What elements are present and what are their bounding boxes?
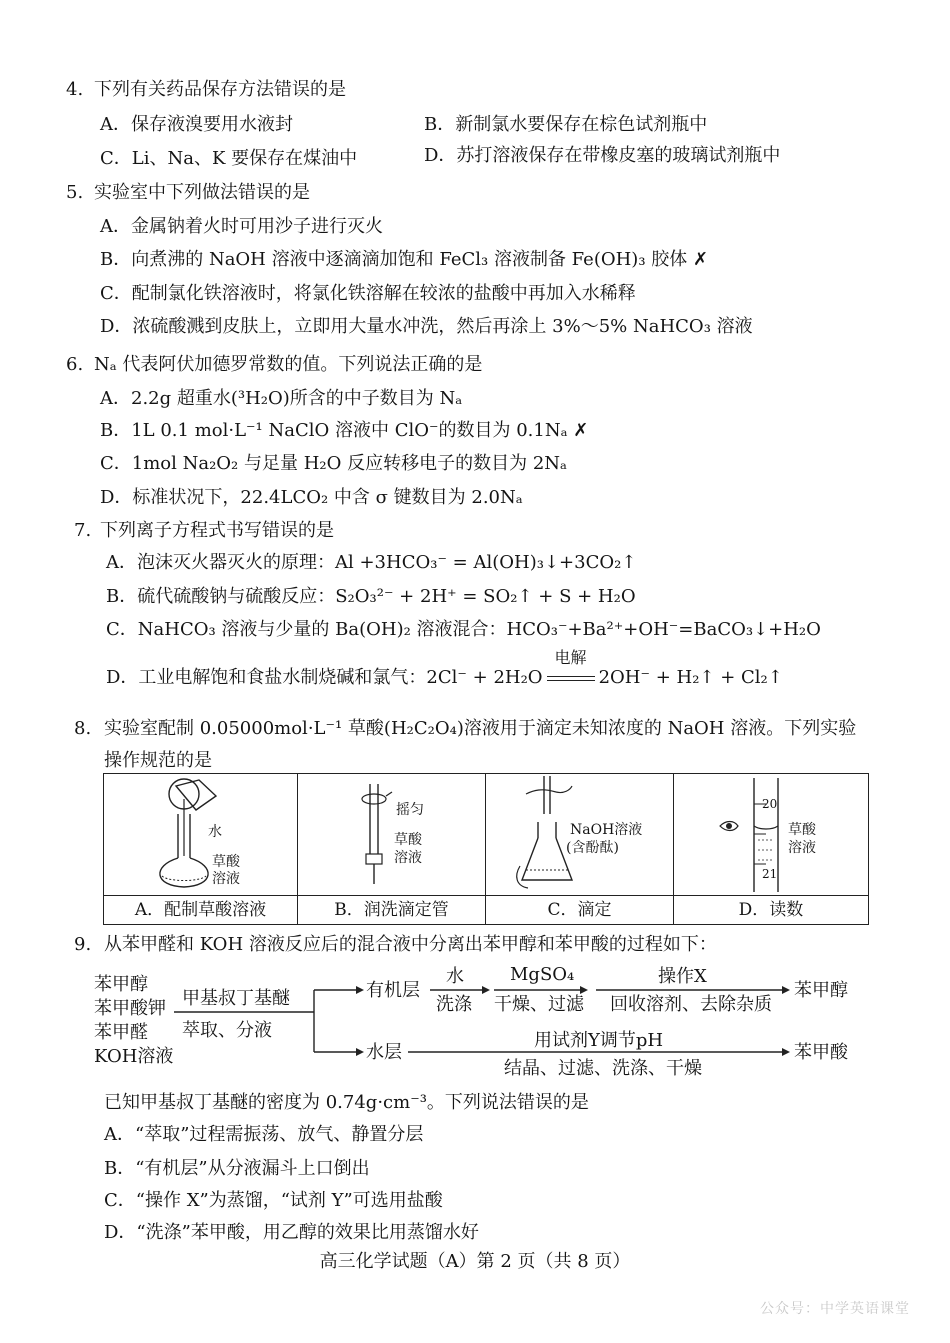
dry-reagent: MgSO₄ xyxy=(510,964,575,985)
q6-option-c: C．1mol Na₂O₂ 与足量 H₂O 反应转移电子的数目为 2Nₐ xyxy=(100,453,567,474)
electrolysis-arrow xyxy=(547,648,595,691)
q8-number: 8. xyxy=(74,718,92,739)
q9-option-d: D．“洗涤”苯甲酸，用乙醇的效果比用蒸馏水好 xyxy=(104,1222,479,1243)
q8-stem-line2: 操作规范的是 xyxy=(104,750,212,771)
q9-flow-diagram xyxy=(90,960,890,1090)
label-water: 水 xyxy=(208,824,222,840)
q9-option-c: C．“操作 X”为蒸馏，“试剂 Y”可选用盐酸 xyxy=(104,1190,443,1211)
label-21: 21 xyxy=(762,867,778,881)
label-naoh: NaOH溶液 xyxy=(570,822,643,838)
organic-layer: 有机层 xyxy=(366,980,420,1001)
label-oxalic-d: 草酸 xyxy=(788,822,816,838)
caption-d: D．读数 xyxy=(674,895,868,924)
label-phenolphthalein: (含酚酞) xyxy=(566,840,619,856)
electrolysis-label: 电解 xyxy=(554,648,587,667)
q8-figure-table xyxy=(103,773,869,925)
q7-stem: 下列离子方程式书写错误的是 xyxy=(100,520,334,541)
q5-option-b: B．向煮沸的 NaOH 溶液中逐滴滴加饱和 FeCl₃ 溶液制备 Fe(OH)₃ 胶体 ✗ xyxy=(100,249,709,270)
q9-known: 已知甲基叔丁基醚的密度为 0.74g·cm⁻³。下列说法错误的是 xyxy=(104,1092,589,1113)
q7-option-c: C．NaHCO₃ 溶液与少量的 Ba(OH)₂ 溶液混合：HCO₃⁻+Ba²⁺+OH⁻=BaCO₃↓+H₂O xyxy=(106,619,821,640)
mixture-item: KOH溶液 xyxy=(94,1046,174,1067)
extract-step: 萃取、分液 xyxy=(182,1020,272,1041)
label-solution-d: 溶液 xyxy=(788,840,816,856)
wash-reagent: 水 xyxy=(446,966,464,987)
q8-cell-c xyxy=(486,774,674,924)
q4-option-b: B．新制氯水要保存在棕色试剂瓶中 xyxy=(424,114,708,135)
label-oxalic: 草酸 xyxy=(212,854,240,870)
q4-option-a: A．保存液溴要用水液封 xyxy=(100,114,293,135)
volumetric-flask-figure xyxy=(104,774,298,896)
q4-option-c: C．Li、Na、K 要保存在煤油中 xyxy=(100,148,358,169)
q7-option-d-right: 2OH⁻ + H₂↑ + Cl₂↑ xyxy=(598,667,783,688)
q5-option-c: C．配制氯化铁溶液时，将氯化铁溶解在较浓的盐酸中再加入水稀释 xyxy=(100,283,636,304)
q4-stem: 下列有关药品保存方法错误的是 xyxy=(94,79,346,100)
reagent-y-step: 用试剂Y调节pH xyxy=(534,1030,664,1051)
caption-a: A．配制草酸溶液 xyxy=(104,895,297,924)
q6-option-a: A．2.2g 超重水(³H₂O)所含的中子数目为 Nₐ xyxy=(100,388,463,409)
operation-x: 操作X xyxy=(658,966,707,987)
extract-reagent: 甲基叔丁基醚 xyxy=(182,988,290,1009)
aqueous-layer: 水层 xyxy=(366,1042,402,1063)
mixture-item: 苯甲酸钾 xyxy=(94,998,166,1019)
burette-rinse-figure xyxy=(298,774,486,896)
q5-stem: 实验室中下列做法错误的是 xyxy=(94,182,310,203)
q7-option-d xyxy=(106,648,783,691)
wash-step: 洗涤 xyxy=(436,994,472,1015)
product-benzyl-alcohol: 苯甲醇 xyxy=(794,980,848,1001)
q7-option-a: A．泡沫灭火器灭火的原理：Al +3HCO₃⁻ = Al(OH)₃↓+3CO₂↑ xyxy=(106,552,637,573)
product-benzoic-acid: 苯甲酸 xyxy=(794,1042,848,1063)
mixture-item: 苯甲醇 xyxy=(94,974,148,995)
q7-option-d-left: D．工业电解饱和食盐水制烧碱和氯气：2Cl⁻ + 2H₂O xyxy=(106,667,543,688)
q7-number: 7. xyxy=(74,520,92,541)
q6-number: 6. xyxy=(66,354,84,375)
mixture-item: 苯甲醛 xyxy=(94,1022,148,1043)
operation-x-step: 回收溶剂、去除杂质 xyxy=(610,994,772,1015)
q4-number: 4. xyxy=(66,79,84,100)
q6-option-b: B．1L 0.1 mol·L⁻¹ NaClO 溶液中 ClO⁻的数目为 0.1Nₐ ✗ xyxy=(100,420,589,441)
q5-option-a: A．金属钠着火时可用沙子进行灭火 xyxy=(100,216,383,237)
label-oxalic-b: 草酸 xyxy=(394,832,422,848)
watermark: 公众号：中学英语课堂 xyxy=(760,1301,910,1317)
caption-c: C．滴定 xyxy=(486,895,673,924)
q5-number: 5. xyxy=(66,182,84,203)
q7-option-b: B．硫代硫酸钠与硫酸反应：S₂O₃²⁻ + 2H⁺ = SO₂↑ + S + H₂O xyxy=(106,586,636,607)
q6-stem: Nₐ 代表阿伏加德罗常数的值。下列说法正确的是 xyxy=(94,354,483,375)
crystallize-step: 结晶、过滤、洗涤、干燥 xyxy=(504,1058,702,1079)
label-solution-b: 溶液 xyxy=(394,850,422,866)
q5-option-d: D．浓硫酸溅到皮肤上，立即用大量水冲洗，然后再涂上 3%～5% NaHCO₃ 溶液 xyxy=(100,316,753,337)
q9-option-b: B．“有机层”从分液漏斗上口倒出 xyxy=(104,1158,370,1179)
page-footer: 高三化学试题（A）第 2 页（共 8 页） xyxy=(319,1251,631,1272)
q6-option-d: D．标准状况下，22.4LCO₂ 中含 σ 键数目为 2.0Nₐ xyxy=(100,487,523,508)
q8-cell-b xyxy=(298,774,486,924)
q9-option-a: A．“萃取”过程需振荡、放气、静置分层 xyxy=(104,1124,424,1145)
q8-cell-a xyxy=(104,774,298,924)
q9-stem: 从苯甲醛和 KOH 溶液反应后的混合液中分离出苯甲醇和苯甲酸的过程如下： xyxy=(104,934,717,955)
label-20: 20 xyxy=(762,797,778,811)
dry-step: 干燥、过滤 xyxy=(494,994,584,1015)
q9-number: 9. xyxy=(74,934,92,955)
q4-option-d: D．苏打溶液保存在带橡皮塞的玻璃试剂瓶中 xyxy=(424,145,781,166)
q8-stem-line1: 实验室配制 0.05000mol·L⁻¹ 草酸(H₂C₂O₄)溶液用于滴定未知浓度的 NaOH 溶液。下列实验 xyxy=(104,718,857,739)
label-solution: 溶液 xyxy=(212,871,240,887)
q8-cell-d xyxy=(674,774,868,924)
caption-b: B．润洗滴定管 xyxy=(298,895,485,924)
label-shake: 摇匀 xyxy=(396,802,424,818)
